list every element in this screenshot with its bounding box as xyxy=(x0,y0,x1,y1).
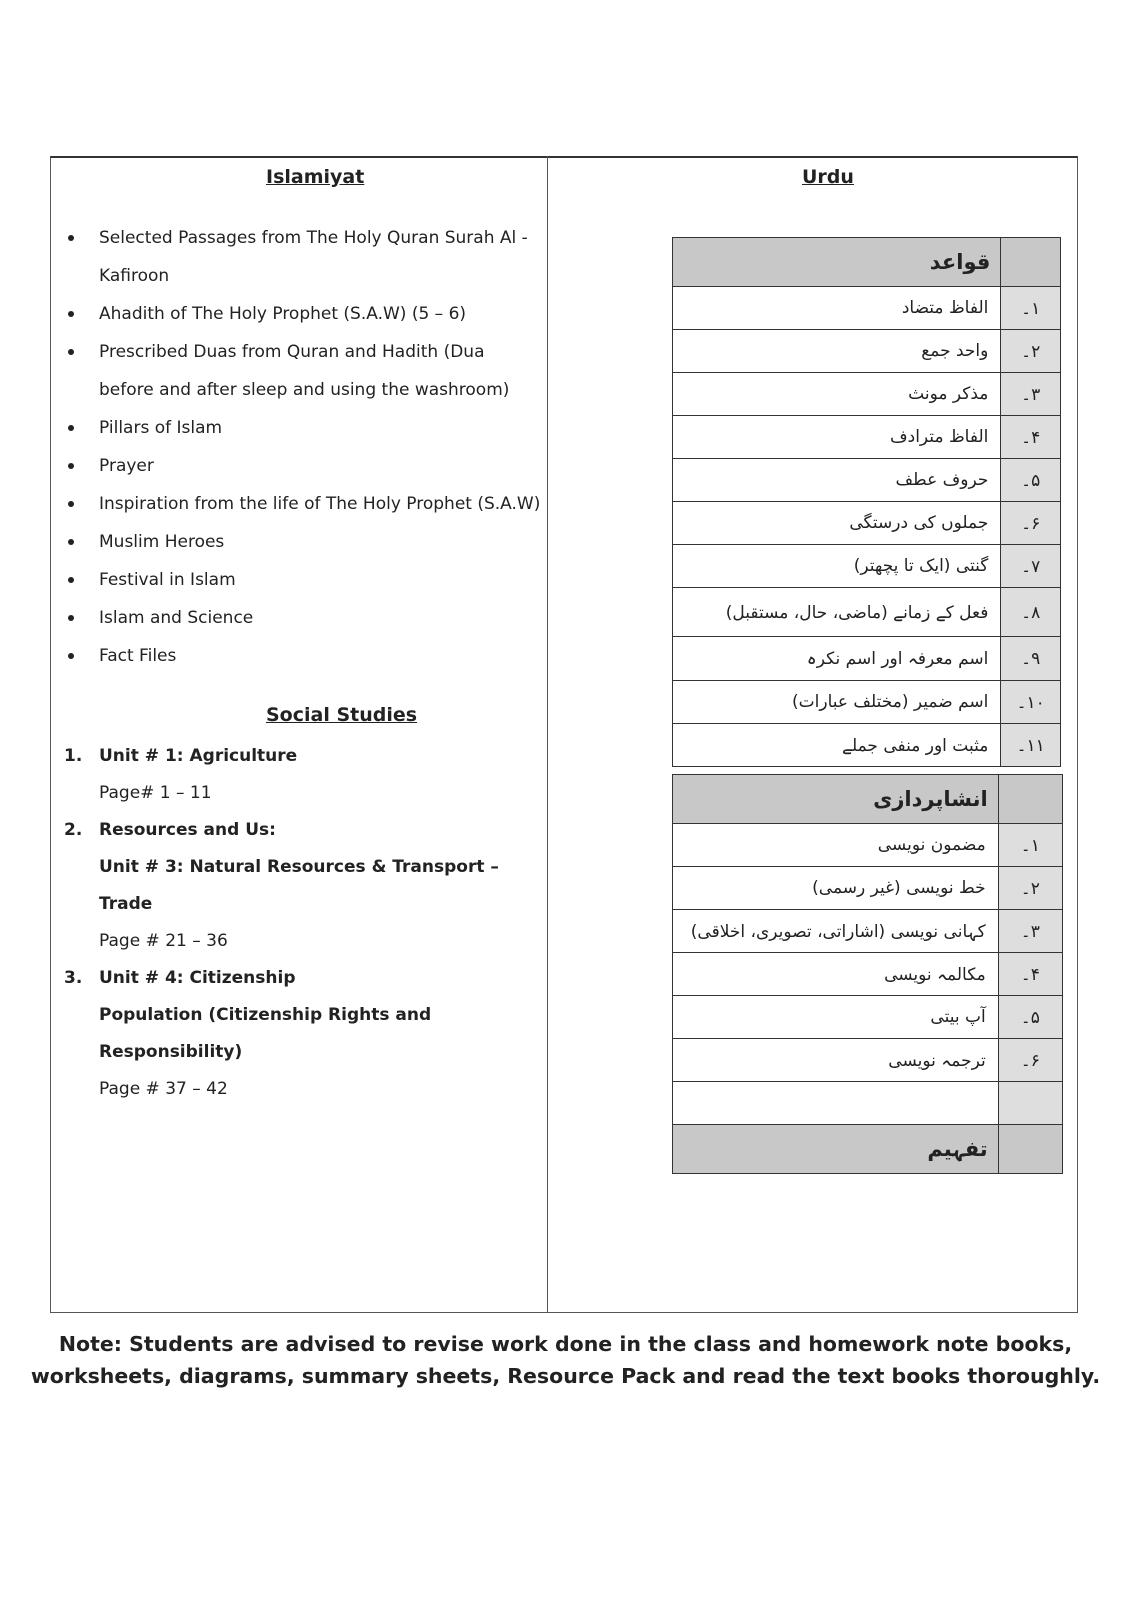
table-row: حروف عطف ۵۔ xyxy=(673,459,1061,502)
page-range: Page # 21 – 36 xyxy=(99,931,228,951)
social-studies-list xyxy=(64,738,544,1108)
table-row: گنتی (ایک تا پچھتر) ۷۔ xyxy=(673,545,1061,588)
table-row: مکالمہ نویسی ۴۔ xyxy=(673,953,1063,996)
unit-title: Resources and Us: xyxy=(99,820,276,840)
table-row: واحد جمع ۲۔ xyxy=(673,330,1061,373)
table-row: خط نویسی (غیر رسمی) ۲۔ xyxy=(673,867,1063,910)
qawaid-header: قواعد xyxy=(673,238,1001,287)
table-header-row xyxy=(673,775,1063,824)
item-number: 3. xyxy=(64,968,83,988)
list-item: Fact Files xyxy=(62,637,542,675)
table-row: کہانی نویسی (اشاراتی، تصویری، اخلاقی) ۳۔ xyxy=(673,910,1063,953)
table-row: الفاظ مترادف ۴۔ xyxy=(673,416,1061,459)
note-line-2: worksheets, diagrams, summary sheets, Resource Pack and read the text books thoroughly. xyxy=(30,1364,1101,1388)
list-item: Festival in Islam xyxy=(62,561,542,599)
note xyxy=(0,1328,1131,1392)
list-item: Islam and Science xyxy=(62,599,542,637)
list-item: Muslim Heroes xyxy=(62,523,542,561)
unit-title: Unit # 4: Citizenship xyxy=(99,968,296,988)
page-range: Page# 1 – 11 xyxy=(99,783,212,803)
list-item: Prescribed Duas from Quran and Hadith (Dua before and after sleep and using the washroom) xyxy=(62,333,542,409)
table-row: مضمون نویسی ۱۔ xyxy=(673,824,1063,867)
table-row: مثبت اور منفی جملے ۱۱۔ xyxy=(673,724,1061,767)
list-item xyxy=(64,960,544,1108)
insha-table xyxy=(672,774,1063,1174)
table-row: فعل کے زمانے (ماضی، حال، مستقبل) ۸۔ xyxy=(673,588,1061,637)
item-number: 1. xyxy=(64,746,83,766)
list-item: Inspiration from the life of The Holy Prophet (S.A.W) xyxy=(62,485,542,523)
islamiyat-list xyxy=(62,219,542,675)
table-row: الفاظ متضاد ۱۔ xyxy=(673,287,1061,330)
unit-subtitle: Population (Citizenship Rights and Responsibility) xyxy=(99,1005,432,1062)
insha-header: انشاپردازی xyxy=(673,775,999,824)
table-row: جملوں کی درستگی ۶۔ xyxy=(673,502,1061,545)
list-item: Pillars of Islam xyxy=(62,409,542,447)
unit-title: Unit # 1: Agriculture xyxy=(99,746,298,766)
list-item: Ahadith of The Holy Prophet (S.A.W) (5 – 6) xyxy=(62,295,542,333)
islamiyat-heading: Islamiyat xyxy=(266,166,365,188)
list-item: Selected Passages from The Holy Quran Surah Al - Kafiroon xyxy=(62,219,542,295)
page-range: Page # 37 – 42 xyxy=(99,1079,228,1099)
list-item xyxy=(64,812,544,960)
qawaid-table xyxy=(672,237,1061,767)
table-row: اسم معرفہ اور اسم نکرہ ۹۔ xyxy=(673,637,1061,681)
column-divider xyxy=(547,156,548,1313)
table-row xyxy=(673,1082,1063,1125)
list-item xyxy=(64,738,544,812)
table-header-row xyxy=(673,1125,1063,1174)
tafheem-header: تفہیم xyxy=(673,1125,999,1174)
table-row: مذکر مونث ۳۔ xyxy=(673,373,1061,416)
table-row: ترجمہ نویسی ۶۔ xyxy=(673,1039,1063,1082)
item-number: 2. xyxy=(64,820,83,840)
table-row: آپ بیتی ۵۔ xyxy=(673,996,1063,1039)
table-row: اسم ضمیر (مختلف عبارات) ۱۰۔ xyxy=(673,681,1061,724)
urdu-heading: Urdu xyxy=(802,166,854,188)
note-line-1: Note: Students are advised to revise work done in the class and homework note books, xyxy=(58,1332,1073,1356)
list-item: Prayer xyxy=(62,447,542,485)
table-header-row xyxy=(673,238,1061,287)
social-studies-heading: Social Studies xyxy=(266,704,418,726)
unit-subtitle: Unit # 3: Natural Resources & Transport – Trade xyxy=(99,857,499,914)
